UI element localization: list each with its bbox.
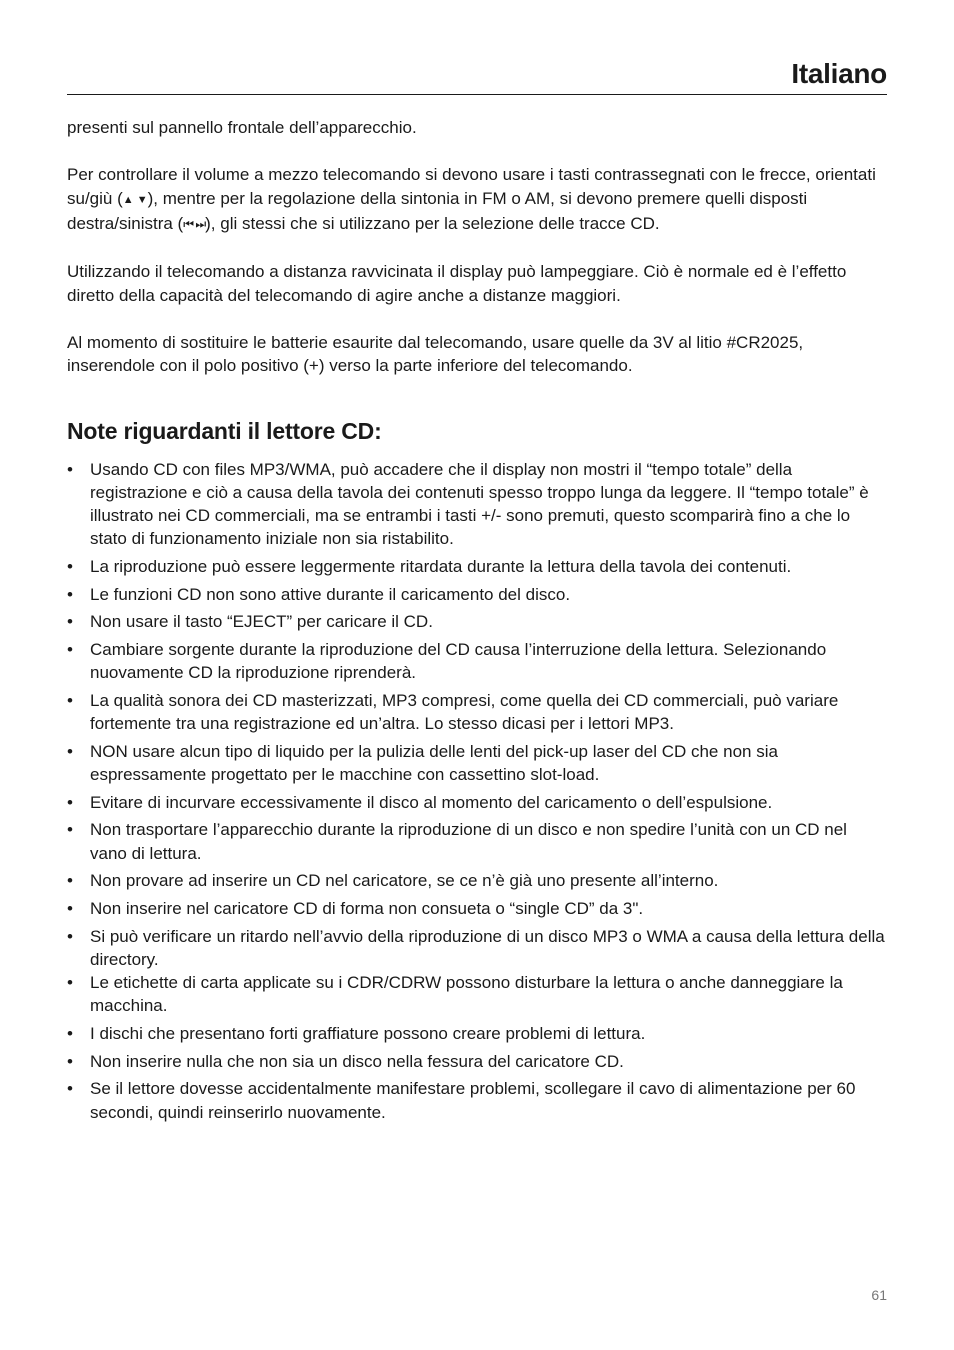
list-item-text: I dischi che presentano forti graffiature possono creare problemi di lettura. — [90, 1023, 646, 1043]
list-item — [67, 610, 887, 633]
list-item-text: La qualità sonora dei CD masterizzati, MP3 compresi, come quella dei CD commerciali, può variare fortemente tra una registrazione ed un’altra. Lo stesso dicasi per i lettori MP3. — [90, 690, 839, 734]
list-item — [67, 791, 887, 814]
list-item — [67, 689, 887, 735]
list-item-text: Non inserire nel caricatore CD di forma non consueta o “single CD” da 3". — [90, 898, 644, 918]
paragraph-battery: Al momento di sostituire le batterie esaurite dal telecomando, usare quelle da 3V al litio #CR2025, inserendole con il polo positivo (+) verso la parte inferiore del telecomando. — [67, 332, 804, 375]
bullet-icon: • — [67, 926, 73, 946]
list-item-text: La riproduzione può essere leggermente ritardata durante la lettura della tavola dei contenuti. — [90, 556, 792, 576]
list-item — [67, 818, 887, 864]
list-item-text: NON usare alcun tipo di liquido per la pulizia delle lenti del pick-up laser del CD che non sia espressamente progettato per le macchine con cassettino slot-load. — [90, 741, 778, 784]
bullet-icon: • — [67, 639, 73, 659]
paragraph-remote-controls-text-a: Per controllare il volume a mezzo telecomando si devono usare i tasti contrassegnati con le frecce, orientati su/giù ( — [67, 165, 876, 208]
list-item — [67, 583, 887, 606]
paragraph-display-blink: Utilizzando il telecomando a distanza ravvicinata il display può lampeggiare. Ciò è normale ed è l’effetto diretto della capacità del telecomando di agire anche a distanze maggiori. — [67, 262, 847, 305]
list-item — [67, 897, 887, 920]
bullet-icon: • — [67, 741, 73, 761]
paragraph-remote-controls-text-c: ), gli stessi che si utilizzano per la selezione delle tracce CD. — [205, 214, 660, 233]
list-item — [67, 638, 887, 684]
document-page — [67, 0, 887, 1350]
list-item-text: Le etichette di carta applicate su i CDR/CDRW possono disturbare la lettura o anche danneggiare la macchina. — [90, 973, 843, 1016]
list-item-text: Cambiare sorgente durante la riproduzione del CD causa l’interruzione della lettura. Selezionando nuovamente CD la riproduzione riprenderà. — [90, 639, 827, 683]
list-item — [67, 869, 887, 892]
list-item-text: Non trasportare l’apparecchio durante la riproduzione di un disco e non spedire l’unità con un CD nel vano di lettura. — [90, 820, 847, 863]
paragraph-front-panel: presenti sul pannello frontale dell’apparecchio. — [67, 118, 417, 137]
list-item — [67, 971, 887, 1017]
bullet-icon: • — [67, 973, 73, 993]
bullet-icon: • — [67, 898, 73, 918]
page-number: 61 — [871, 1287, 887, 1303]
list-item — [67, 1022, 887, 1045]
list-item-text: Si può verificare un ritardo nell’avvio della riproduzione di un disco MP3 o WMA a causa della lettura della directory. — [90, 926, 885, 969]
language-title: Italiano — [791, 58, 887, 89]
bullet-icon: • — [67, 612, 73, 632]
list-item-text: Usando CD con files MP3/WMA, può accadere che il display non mostri il “tempo totale” della registrazione e ciò a causa della tavola dei contenuti spesso troppo lunga da leggere. Il “tempo totale” è illustrato nei CD commerciali, ma se entrambi i tasti +/- sono premuti, questo scomparirà fino a che lo stato di funzionamento iniziale non sia ristabilito. — [90, 459, 869, 549]
bullet-icon: • — [67, 1079, 73, 1099]
bullet-icon: • — [67, 792, 73, 812]
cd-notes-list — [67, 458, 887, 1124]
page-content — [67, 116, 887, 1128]
list-item-text: Evitare di incurvare eccessivamente il disco al momento del caricamento o dell’espulsione. — [90, 792, 773, 812]
list-item — [67, 740, 887, 786]
list-item — [67, 1077, 887, 1123]
section-title-cd-notes: Note riguardanti il lettore CD: — [67, 417, 382, 444]
list-item — [67, 458, 887, 551]
bullet-icon: • — [67, 1023, 73, 1043]
list-item-text: Non usare il tasto “EJECT” per caricare il CD. — [90, 612, 433, 632]
skip-prev-next-icon: ⏮ ⏭ — [183, 217, 206, 231]
list-item-text: Non inserire nulla che non sia un disco nella fessura del caricatore CD. — [90, 1051, 624, 1071]
bullet-icon: • — [67, 820, 73, 840]
list-item — [67, 555, 887, 578]
bullet-icon: • — [67, 556, 73, 576]
bullet-icon: • — [67, 1051, 73, 1071]
list-item-text: Non provare ad inserire un CD nel caricatore, se ce n’è già uno presente all’interno. — [90, 871, 719, 891]
list-item-text: Le funzioni CD non sono attive durante il caricamento del disco. — [90, 584, 571, 604]
bullet-icon: • — [67, 871, 73, 891]
list-item-text: Se il lettore dovesse accidentalmente manifestare problemi, scollegare il cavo di alimentazione per 60 secondi, quindi reinserirlo nuovamente. — [90, 1079, 856, 1122]
paragraph-remote-controls-text-b: ), mentre per la regolazione della sintonia in FM o AM, si devono premere quelli disposti destra/sinistra ( — [67, 188, 808, 233]
bullet-icon: • — [67, 584, 73, 604]
bullet-icon: • — [67, 459, 73, 479]
paragraph-remote-controls — [67, 163, 887, 237]
list-item — [67, 925, 887, 971]
bullet-icon: • — [67, 690, 73, 710]
up-down-arrows-icon: ▲ ▼ — [122, 193, 148, 206]
list-item — [67, 1050, 887, 1073]
page-header — [67, 56, 887, 95]
